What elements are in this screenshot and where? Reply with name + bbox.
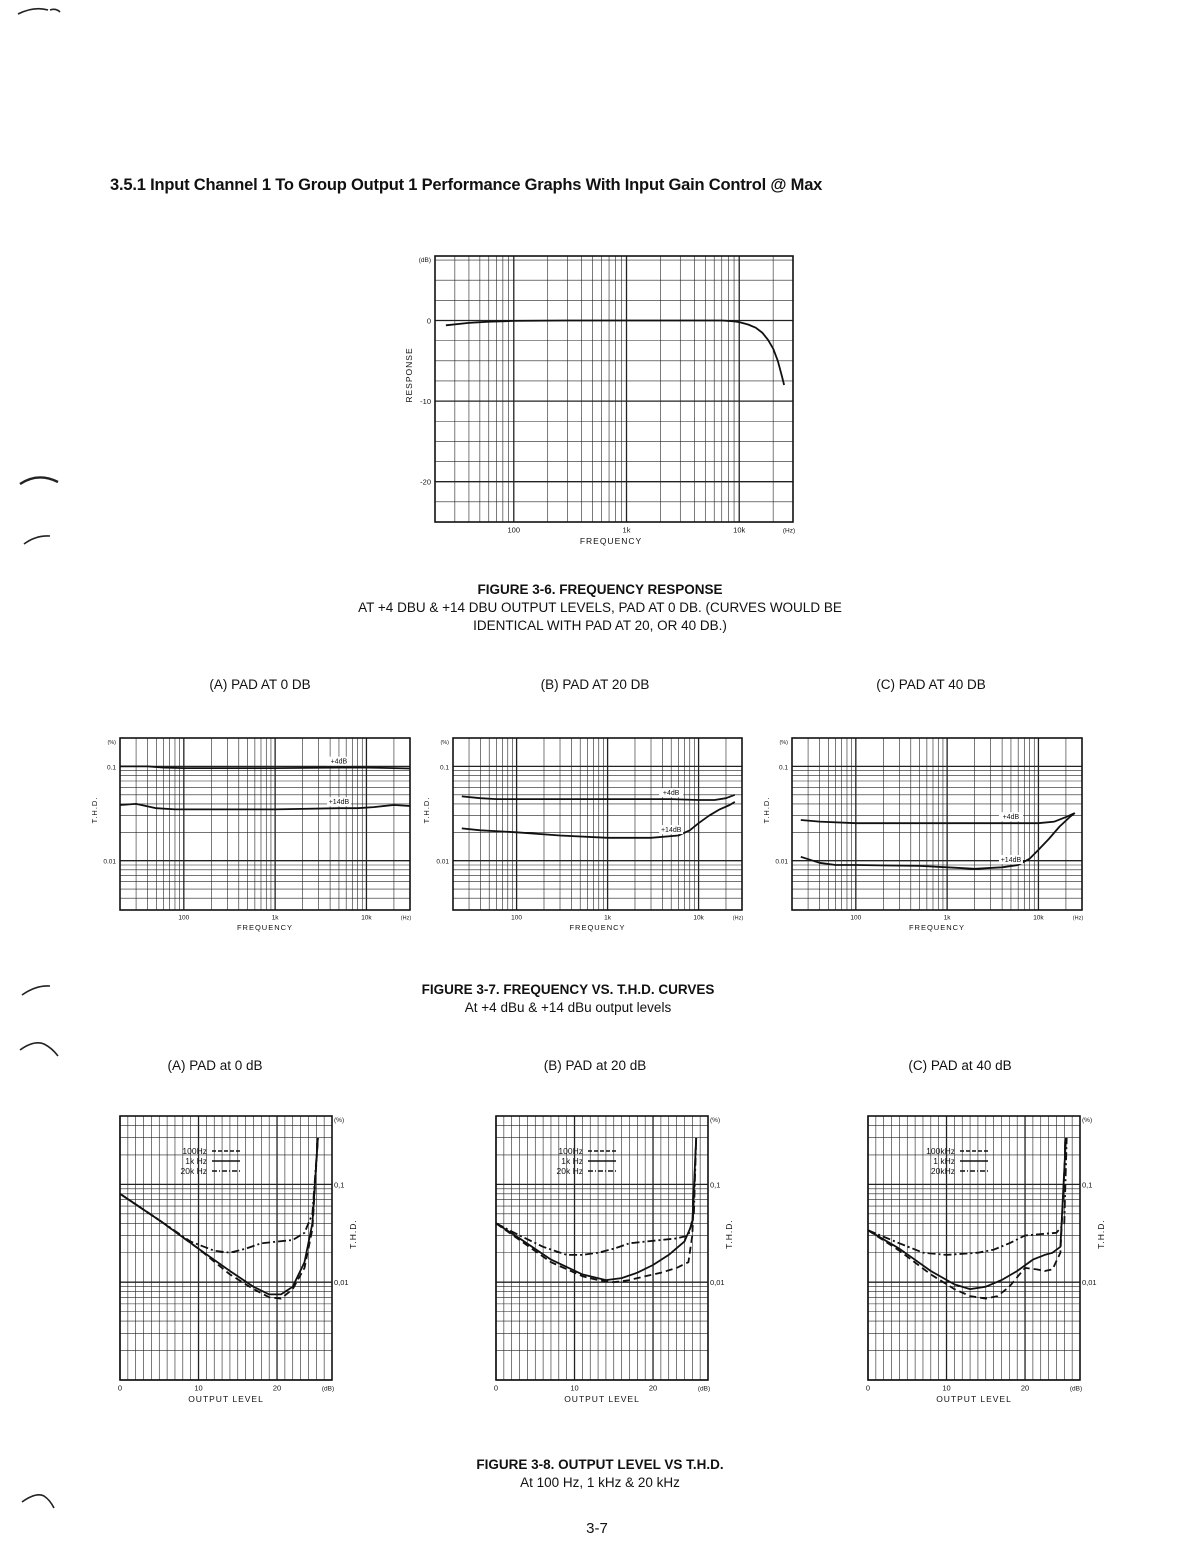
page-number: 3-7 [586, 1520, 608, 1537]
y-tick-label: 0,01 [710, 1278, 725, 1288]
figure-3-6-title: FIGURE 3-6. FREQUENCY RESPONSE [477, 582, 723, 597]
x-unit-label: (dB) [1069, 1385, 1083, 1393]
x-tick-label: 1k [604, 914, 612, 922]
y-tick-label: -20 [420, 477, 431, 487]
y-axis-title: T.H.D. [1096, 1219, 1106, 1249]
figure-3-6-caption [250, 581, 950, 635]
x-tick-label: 0 [493, 1383, 499, 1393]
x-tick-label: 10k [733, 525, 746, 535]
y-tick-label: 0.1 [778, 764, 788, 772]
x-unit-label: (dB) [321, 1385, 335, 1393]
y-tick-label: 0,01 [1082, 1278, 1097, 1288]
plot-frame [120, 1116, 332, 1380]
y-tick-label: -10 [420, 397, 431, 407]
figure-3-8-title: FIGURE 3-8. OUTPUT LEVEL VS T.H.D. [476, 1457, 724, 1472]
series-label: +4dB [1002, 814, 1020, 822]
y-tick-label: 0.01 [436, 858, 449, 866]
margin-mark [24, 536, 50, 544]
margin-mark [20, 1043, 58, 1056]
y-tick-label: 0.1 [439, 764, 449, 772]
figure-3-7-title: FIGURE 3-7. FREQUENCY VS. T.H.D. CURVES [421, 982, 715, 997]
x-axis-title: FREQUENCY [569, 923, 626, 932]
legend-entry: 1k Hz [185, 1156, 207, 1166]
x-unit-label: (dB) [697, 1385, 711, 1393]
x-tick-label: 1k [622, 525, 631, 535]
legend-entry: 100Hz [558, 1146, 583, 1156]
x-tick-label: 1k [271, 914, 279, 922]
thd-frequency-chart-b [420, 734, 760, 934]
y-axis-title: T.H.D. [422, 796, 431, 824]
series-line [496, 1138, 696, 1283]
x-tick-label: 100 [178, 914, 190, 922]
x-tick-label: 0 [117, 1383, 123, 1393]
series-label: +4dB [330, 758, 348, 766]
x-axis-title: OUTPUT LEVEL [936, 1394, 1012, 1404]
x-tick-label: 10k [693, 914, 704, 922]
thd-frequency-chart-c [760, 734, 1100, 934]
legend-entry: 100kHz [926, 1146, 955, 1156]
x-tick-label: 20 [648, 1383, 658, 1393]
y-unit-label: (%) [107, 740, 116, 746]
x-tick-label: 0 [865, 1383, 871, 1393]
fig8-label-a: (A) PAD at 0 dB [167, 1058, 263, 1073]
x-unit-label: (Hz) [782, 527, 796, 535]
series-label: +14dB [660, 827, 682, 835]
y-tick-label: 0,1 [1082, 1180, 1093, 1190]
y-unit-label: (%) [440, 740, 449, 746]
x-axis-title: FREQUENCY [908, 923, 966, 932]
y-tick-label: 0.01 [775, 858, 788, 866]
x-tick-label: 100 [850, 914, 862, 922]
thd-level-chart-a [100, 1110, 380, 1410]
x-tick-label: 10k [361, 914, 372, 922]
legend-entry: 1 kHz [933, 1156, 955, 1166]
x-tick-label: 20 [1020, 1383, 1030, 1393]
x-axis-title: OUTPUT LEVEL [564, 1394, 640, 1404]
x-tick-label: 20 [272, 1383, 282, 1393]
x-unit-label: (Hz) [400, 915, 412, 922]
thd-frequency-chart-a [88, 734, 428, 934]
figure-3-7-line1: At +4 dBu & +14 dBu output levels [464, 1000, 672, 1015]
x-tick-label: 10 [942, 1383, 951, 1393]
y-unit-label: (%) [710, 1117, 721, 1124]
margin-mark [18, 9, 60, 14]
series-line [120, 1138, 318, 1299]
figure-3-8-caption [300, 1456, 900, 1492]
y-unit-label: (%) [1082, 1117, 1093, 1124]
y-tick-label: 0.1 [106, 764, 116, 772]
y-unit-label: (%) [779, 740, 788, 746]
series-line [496, 1138, 696, 1255]
series-label: +14dB [328, 799, 350, 807]
legend-entry: 20kHz [930, 1166, 955, 1176]
x-unit-label: (Hz) [1072, 915, 1084, 922]
series-line [496, 1138, 696, 1280]
legend-entry: 20k Hz [180, 1166, 207, 1176]
x-axis-title: FREQUENCY [579, 536, 643, 546]
fig8-label-c: (C) PAD at 40 dB [908, 1058, 1012, 1073]
series-line [868, 1138, 1066, 1299]
fig7-label-c: (C) PAD AT 40 DB [876, 677, 986, 692]
series-line [446, 321, 784, 386]
thd-level-chart-b [478, 1110, 758, 1410]
series-line [868, 1138, 1067, 1255]
series-label: +4dB [662, 790, 680, 798]
figure-3-7-caption [300, 981, 836, 1017]
x-axis-title: FREQUENCY [236, 923, 294, 932]
x-tick-label: 1k [943, 914, 951, 922]
y-unit-label: (%) [334, 1117, 345, 1124]
x-axis-title: OUTPUT LEVEL [188, 1394, 264, 1404]
x-tick-label: 100 [507, 525, 521, 535]
y-axis-title: T.H.D. [724, 1219, 734, 1249]
margin-mark [20, 477, 58, 484]
frequency-response-chart [395, 248, 805, 552]
y-unit-label: (dB) [418, 257, 431, 264]
margin-marks [0, 0, 80, 1562]
y-axis-title: RESPONSE [404, 347, 414, 403]
legend-entry: 1k Hz [561, 1156, 583, 1166]
x-tick-label: 10 [194, 1383, 203, 1393]
x-unit-label: (Hz) [732, 915, 744, 922]
section-heading: 3.5.1 Input Channel 1 To Group Output 1 Performance Graphs With Input Gain Control @ Max [110, 176, 823, 194]
legend-entry: 100Hz [182, 1146, 207, 1156]
thd-level-chart-c [850, 1110, 1130, 1410]
y-axis-title: T.H.D. [348, 1219, 358, 1249]
y-tick-label: 0.01 [103, 858, 116, 866]
fig8-label-b: (B) PAD at 20 dB [543, 1058, 647, 1073]
y-axis-title: T.H.D. [762, 796, 771, 824]
fig7-label-b: (B) PAD AT 20 DB [540, 677, 650, 692]
figure-3-6-line1: AT +4 DBU & +14 DBU OUTPUT LEVELS, PAD AT 0 DB. (CURVES WOULD BE [358, 600, 842, 615]
figure-3-8-line1: At 100 Hz, 1 kHz & 20 kHz [520, 1475, 680, 1490]
figure-3-6-line2: IDENTICAL WITH PAD AT 20, OR 40 DB.) [473, 618, 727, 633]
y-axis-title: T.H.D. [90, 796, 99, 824]
y-tick-label: 0,1 [334, 1180, 345, 1190]
series-label: +14dB [1000, 857, 1022, 865]
fig7-label-a: (A) PAD AT 0 DB [209, 677, 311, 692]
y-tick-label: 0 [426, 316, 431, 326]
y-tick-label: 0,1 [710, 1180, 721, 1190]
legend-entry: 20k Hz [556, 1166, 583, 1176]
y-tick-label: 0,01 [334, 1278, 349, 1288]
x-tick-label: 10 [570, 1383, 579, 1393]
margin-mark [22, 1495, 54, 1508]
x-tick-label: 100 [511, 914, 523, 922]
x-tick-label: 10k [1033, 914, 1044, 922]
margin-mark [22, 986, 50, 995]
